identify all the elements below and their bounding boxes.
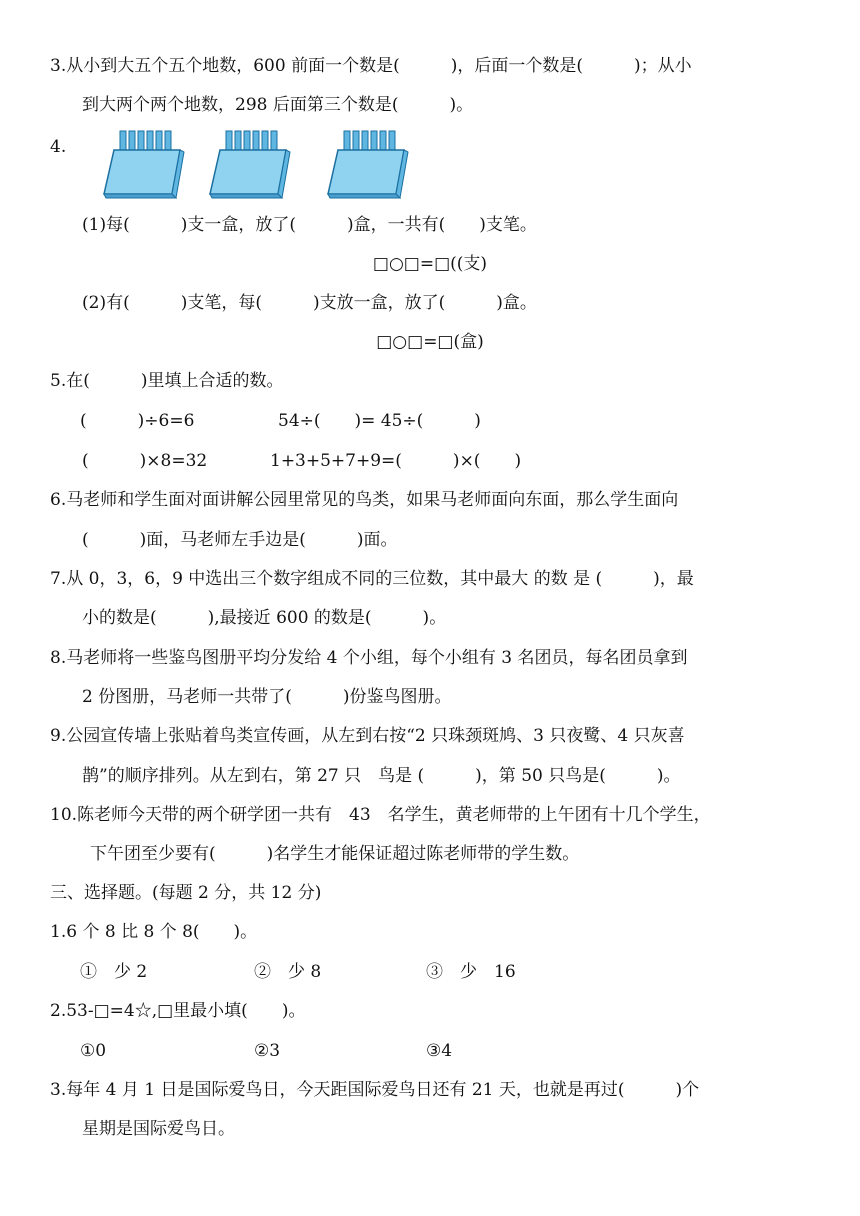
q5-c: ( )×8=32 bbox=[82, 451, 208, 471]
q4-part1: (1)每( )支一盒，放了( )盒，一共有( )支笔。 bbox=[82, 215, 537, 235]
q7-line2: 小的数是( ),最接近 600 的数是( )。 bbox=[82, 608, 447, 628]
q4-part2: (2)有( )支笔，每( )支放一盒，放了( )盒。 bbox=[82, 293, 537, 313]
q5-b: 54÷( )= 45÷( ) bbox=[278, 411, 481, 431]
pen-box-image-3 bbox=[324, 128, 410, 200]
q5-title: 5.在( )里填上合适的数。 bbox=[50, 371, 284, 391]
q4-formula2: □○□=□(盒) bbox=[376, 332, 484, 352]
c3-line1: 3.每年 4 月 1 日是国际爱鸟日，今天距国际爱鸟日还有 21 天，也就是再过( )个 bbox=[50, 1080, 700, 1100]
q8-line2: 2 份图册，马老师一共带了( )份鉴鸟图册。 bbox=[82, 687, 452, 707]
q4-number: 4. bbox=[50, 137, 67, 157]
q9-line1: 9.公园宣传墙上张贴着鸟类宣传画，从左到右按“2 只珠颈斑鸠、3 只夜鹭、4 只灰喜 bbox=[50, 726, 685, 746]
pen-box-image-2 bbox=[206, 128, 292, 200]
section3-title: 三、选择题。(每题 2 分，共 12 分) bbox=[50, 883, 322, 903]
q8-line1: 8.马老师将一些鉴鸟图册平均分发给 4 个小组，每个小组有 3 名团员，每名团员拿到 bbox=[50, 648, 688, 668]
c3-line2: 星期是国际爱鸟日。 bbox=[82, 1119, 235, 1139]
c2-option-3: ③4 bbox=[426, 1041, 453, 1061]
q10-line1: 10.陈老师今天带的两个研学团一共有 43 名学生，黄老师带的上午团有十几个学生， bbox=[50, 805, 711, 825]
q6-line1: 6.马老师和学生面对面讲解公园里常见的鸟类，如果马老师面向东面，那么学生面向 bbox=[50, 490, 679, 510]
pen-box-image-1 bbox=[100, 128, 186, 200]
c1-option-2: ② 少 8 bbox=[254, 962, 322, 982]
c1-option-1: ① 少 2 bbox=[80, 962, 148, 982]
q7-line1: 7.从 0，3，6，9 中选出三个数字组成不同的三位数，其中最大 的数 是 ( )，最 bbox=[50, 569, 694, 589]
c2-option-2: ②3 bbox=[254, 1041, 281, 1061]
c1-question: 1.6 个 8 比 8 个 8( )。 bbox=[50, 922, 258, 942]
q3-line2: 到大两个两个地数，298 后面第三个数是( )。 bbox=[82, 95, 474, 115]
q4-formula1: □○□=□((支) bbox=[372, 254, 488, 274]
q5-d: 1+3+5+7+9=( )×( ) bbox=[270, 451, 522, 471]
q9-line2: 鹊”的顺序排列。从左到右，第 27 只 鸟是 ( )，第 50 只鸟是( )。 bbox=[82, 766, 681, 786]
q10-line2: 下午团至少要有( )名学生才能保证超过陈老师带的学生数。 bbox=[90, 844, 580, 864]
c2-question: 2.53-□=4☆,□里最小填( )。 bbox=[50, 1001, 306, 1021]
q5-a: ( )÷6=6 bbox=[80, 411, 195, 431]
q3-line1: 3.从小到大五个五个地数，600 前面一个数是( )，后面一个数是( )；从小 bbox=[50, 56, 692, 76]
c2-option-1: ①0 bbox=[80, 1041, 107, 1061]
c1-option-3: ③ 少 16 bbox=[426, 962, 516, 982]
q6-line2: ( )面，马老师左手边是( )面。 bbox=[82, 530, 398, 550]
